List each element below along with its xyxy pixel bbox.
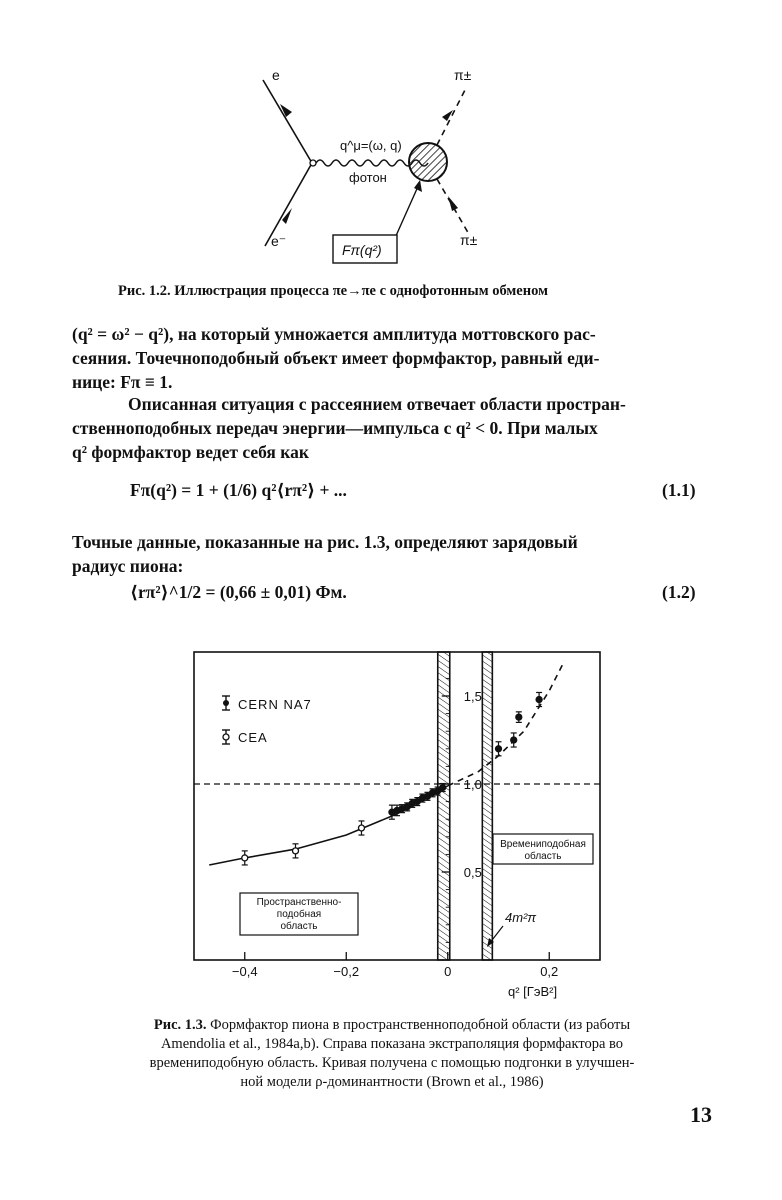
data-point-cern bbox=[440, 785, 446, 791]
x-tick-label: 0 bbox=[444, 964, 452, 979]
timelike-label-line: область bbox=[524, 851, 562, 862]
caption-text: Иллюстрация процесса πe→πe с однофотонным обменом bbox=[174, 283, 548, 299]
hatched-band bbox=[482, 652, 492, 960]
fit-curve-dashed bbox=[448, 661, 565, 786]
legend-cern-label: CERN NA7 bbox=[238, 697, 312, 712]
vertex-blob bbox=[409, 143, 447, 181]
x-tick-label: −0,4 bbox=[231, 964, 258, 979]
paragraph-1 bbox=[72, 322, 712, 394]
caption-prefix: Рис. 1.2. bbox=[118, 283, 171, 299]
x-tick-label: −0,2 bbox=[333, 964, 360, 979]
text-line: сеяния. Точечноподобный объект имеет формфактор, равный еди- bbox=[72, 348, 600, 368]
label-e-top: e bbox=[272, 67, 280, 83]
caption-line-4: ной модели ρ-доминантности (Brown et al., 1986) bbox=[240, 1074, 544, 1090]
data-point-cea bbox=[293, 848, 299, 854]
caption-line-3: времениподобную область. Кривая получена с помощью подгонки в улучшен- bbox=[149, 1055, 635, 1071]
x-tick-label: 0,2 bbox=[540, 964, 559, 979]
page-number: 13 bbox=[690, 1102, 712, 1127]
paragraph-2 bbox=[72, 392, 712, 464]
figure-1-3-caption bbox=[72, 1016, 712, 1092]
caption-prefix: Рис. 1.3. bbox=[153, 1017, 207, 1033]
figure-1-2-caption bbox=[118, 282, 548, 301]
pion-line-top bbox=[437, 88, 466, 145]
equation-1-1: Fπ(q²) = 1 + (1/6) q²⟨rπ²⟩ + ... bbox=[130, 480, 347, 500]
text-line: Точные данные, показанные на рис. 1.3, определяют зарядовый bbox=[72, 532, 578, 552]
electron-line-top bbox=[263, 80, 312, 163]
legend bbox=[222, 696, 312, 745]
timelike-label-line: Времениподобная bbox=[500, 839, 586, 850]
spacelike-label-line: область bbox=[280, 921, 318, 932]
feynman-diagram bbox=[0, 60, 782, 290]
data-point-cea bbox=[358, 825, 364, 831]
spacelike-label-line: Пространственно- bbox=[256, 897, 342, 908]
caption-text: Формфактор пиона в пространственноподобной области (из работы bbox=[210, 1017, 631, 1033]
equation-1-1-number: (1.1) bbox=[662, 480, 696, 500]
paragraph-3 bbox=[72, 530, 712, 578]
legend-cea-label: CEA bbox=[238, 730, 268, 745]
text-line: Описанная ситуация с рассеянием отвечает области простран- bbox=[128, 394, 626, 414]
text-line: ственноподобных передач энергии—импульса с q² < 0. При малых bbox=[72, 418, 598, 438]
x-axis-label: q² [ГэВ²] bbox=[508, 984, 558, 999]
arrow-icon bbox=[442, 110, 453, 121]
y-tick-label: 0,5 bbox=[463, 865, 482, 880]
data-point-cern bbox=[511, 737, 517, 743]
formfactor-label: Fπ(q²) bbox=[342, 242, 382, 258]
arrow-icon bbox=[282, 208, 292, 224]
y-tick-label: 1,5 bbox=[463, 689, 482, 704]
arrow-icon bbox=[448, 196, 458, 211]
photon-label: фотон bbox=[349, 170, 387, 185]
equation-1-2-number: (1.2) bbox=[662, 582, 696, 602]
data-point-cern bbox=[516, 714, 522, 720]
hatched-band bbox=[438, 652, 450, 960]
text-line: (q² = ω² − q²), на который умножается амплитуда моттовского рас- bbox=[72, 324, 596, 344]
caption-line-2: Amendolia et al., 1984a,b). Справа показана экстраполяция формфактора во bbox=[160, 1036, 624, 1052]
threshold-label: 4m²π bbox=[505, 910, 537, 925]
text-line: q² формфактор ведет себя как bbox=[72, 442, 309, 462]
equation-1-2: ⟨rπ²⟩^1/2 = (0,66 ± 0,01) Фм. bbox=[130, 582, 347, 602]
spacelike-label-line: подобная bbox=[276, 909, 322, 920]
legend-marker-cern bbox=[223, 700, 229, 706]
label-e-bottom: e⁻ bbox=[271, 233, 287, 249]
text-line: нице: Fπ ≡ 1. bbox=[72, 372, 173, 392]
photon-momentum-label: q^μ=(ω, q) bbox=[340, 138, 402, 153]
arrow-icon bbox=[414, 180, 422, 192]
pion-formfactor-chart bbox=[0, 640, 782, 1010]
label-pi-top: π± bbox=[454, 67, 472, 83]
data-point-cern bbox=[496, 746, 502, 752]
data-point-cern bbox=[536, 697, 542, 703]
text-line: радиус пиона: bbox=[72, 556, 184, 576]
label-pi-bottom: π± bbox=[460, 232, 478, 248]
caption-line-1 bbox=[72, 1016, 712, 1035]
data-point-cea bbox=[242, 855, 248, 861]
legend-marker-cea bbox=[223, 734, 229, 740]
y-tick-label: 1,0 bbox=[463, 777, 482, 792]
